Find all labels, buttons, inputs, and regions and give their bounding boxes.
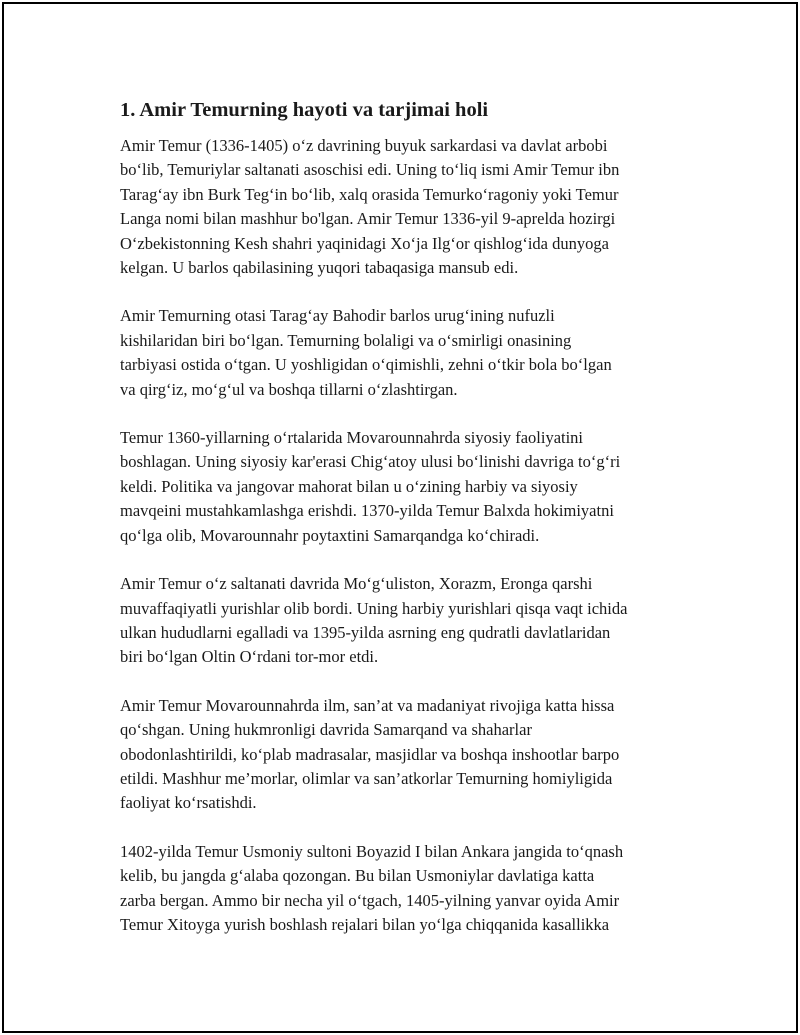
paragraph-line: obodonlashtirildi, ko‘plab madrasalar, masjidlar va boshqa inshootlar barpo (120, 744, 620, 764)
paragraph-line: kelgan. U barlos qabilasining yuqori tabaqasiga mansub edi. (120, 258, 519, 278)
paragraph-line: Langa nomi bilan mashhur bo'lgan. Amir Temur 1336-yil 9-aprelda hozirgi (120, 209, 616, 229)
paragraph-line: qo‘lga olib, Movarounnahr poytaxtini Samarqandga ko‘chiradi. (120, 525, 540, 545)
paragraph-3 (120, 426, 700, 548)
document-title: 1. Amir Temurning hayoti va tarjimai holi (120, 99, 489, 121)
paragraph-line: faoliyat ko‘rsatishdi. (120, 793, 257, 813)
paragraph-4 (120, 572, 700, 670)
paragraph-line: O‘zbekistonning Kesh shahri yaqinidagi Xo‘ja Ilg‘or qishlog‘ida dunyoga (120, 233, 609, 253)
page-frame (2, 2, 798, 1033)
paragraph-line: 1402-yilda Temur Usmoniy sultoni Boyazid I bilan Ankara jangida to‘qnash (120, 841, 624, 861)
paragraph-line: muvaffaqiyatli yurishlar olib bordi. Uning harbiy yurishlari qisqa vaqt ichida (120, 598, 628, 618)
paragraph-line: Temur 1360-yillarning o‘rtalarida Movarounnahrda siyosiy faoliyatini (120, 428, 584, 448)
document-body (120, 96, 700, 961)
paragraph-line: Amir Temur (1336-1405) o‘z davrining buyuk sarkardasi va davlat arbobi (120, 136, 608, 155)
paragraph-line: ulkan hududlarni egalladi va 1395-yilda asrning eng qudratli davlatlaridan (120, 622, 611, 642)
paragraph-line: tarbiyasi ostida o‘tgan. U yoshligidan o‘qimishli, zehni o‘tkir bola bo‘lgan (120, 355, 612, 375)
paragraph-line: zarba bergan. Ammo bir necha yil o‘tgach, 1405-yilning yanvar oyida Amir (120, 890, 620, 910)
paragraph-line: va qirg‘iz, mo‘g‘ul va boshqa tillarni o‘zlashtirgan. (120, 379, 458, 399)
paragraph-line: Amir Temurning otasi Tarag‘ay Bahodir barlos urug‘ining nufuzli (120, 306, 555, 326)
paragraph-line: keldi. Politika va jangovar mahorat bilan u o‘zining harbiy va siyosiy (120, 476, 578, 496)
paragraph-line: Amir Temur o‘z saltanati davrida Mo‘g‘uliston, Xorazm, Eronga qarshi (120, 574, 593, 594)
paragraph-list (120, 134, 700, 937)
paragraph-line: boshlagan. Uning siyosiy kar'erasi Chig‘atoy ulusi bo‘linishi davriga to‘g‘ri (120, 452, 621, 472)
paragraph-line: kelib, bu jangda g‘alaba qozongan. Bu bilan Usmoniylar davlatiga katta (120, 866, 595, 886)
paragraph-line: kishilaridan biri bo‘lgan. Temurning bolaligi va o‘smirligi onasining (120, 330, 572, 350)
paragraph-line: Temur Xitoyga yurish boshlash rejalari bilan yo‘lga chiqqanida kasallikka (120, 914, 610, 934)
paragraph-6 (120, 840, 700, 938)
paragraph-line: mavqeini mustahkamlashga erishdi. 1370-yilda Temur Balxda hokimiyatni (120, 501, 614, 521)
paragraph-2 (120, 304, 700, 402)
paragraph-line: bo‘lib, Temuriylar saltanati asoschisi edi. Uning to‘liq ismi Amir Temur ibn (120, 160, 620, 180)
paragraph-line: etildi. Mashhur me’morlar, olimlar va san’atkorlar Temurning homiyligida (120, 768, 613, 788)
paragraph-line: Amir Temur Movarounnahrda ilm, san’at va madaniyat rivojiga katta hissa (120, 695, 615, 715)
paragraph-1 (120, 134, 700, 280)
paragraph-line: qo‘shgan. Uning hukmronligi davrida Samarqand va shaharlar (120, 720, 532, 740)
paragraph-line: biri bo‘lgan Oltin O‘rdani tor-mor etdi. (120, 647, 379, 667)
paragraph-5 (120, 694, 700, 816)
paragraph-line: Tarag‘ay ibn Burk Teg‘in bo‘lib, xalq orasida Temurko‘ragoniy yoki Temur (120, 184, 619, 204)
